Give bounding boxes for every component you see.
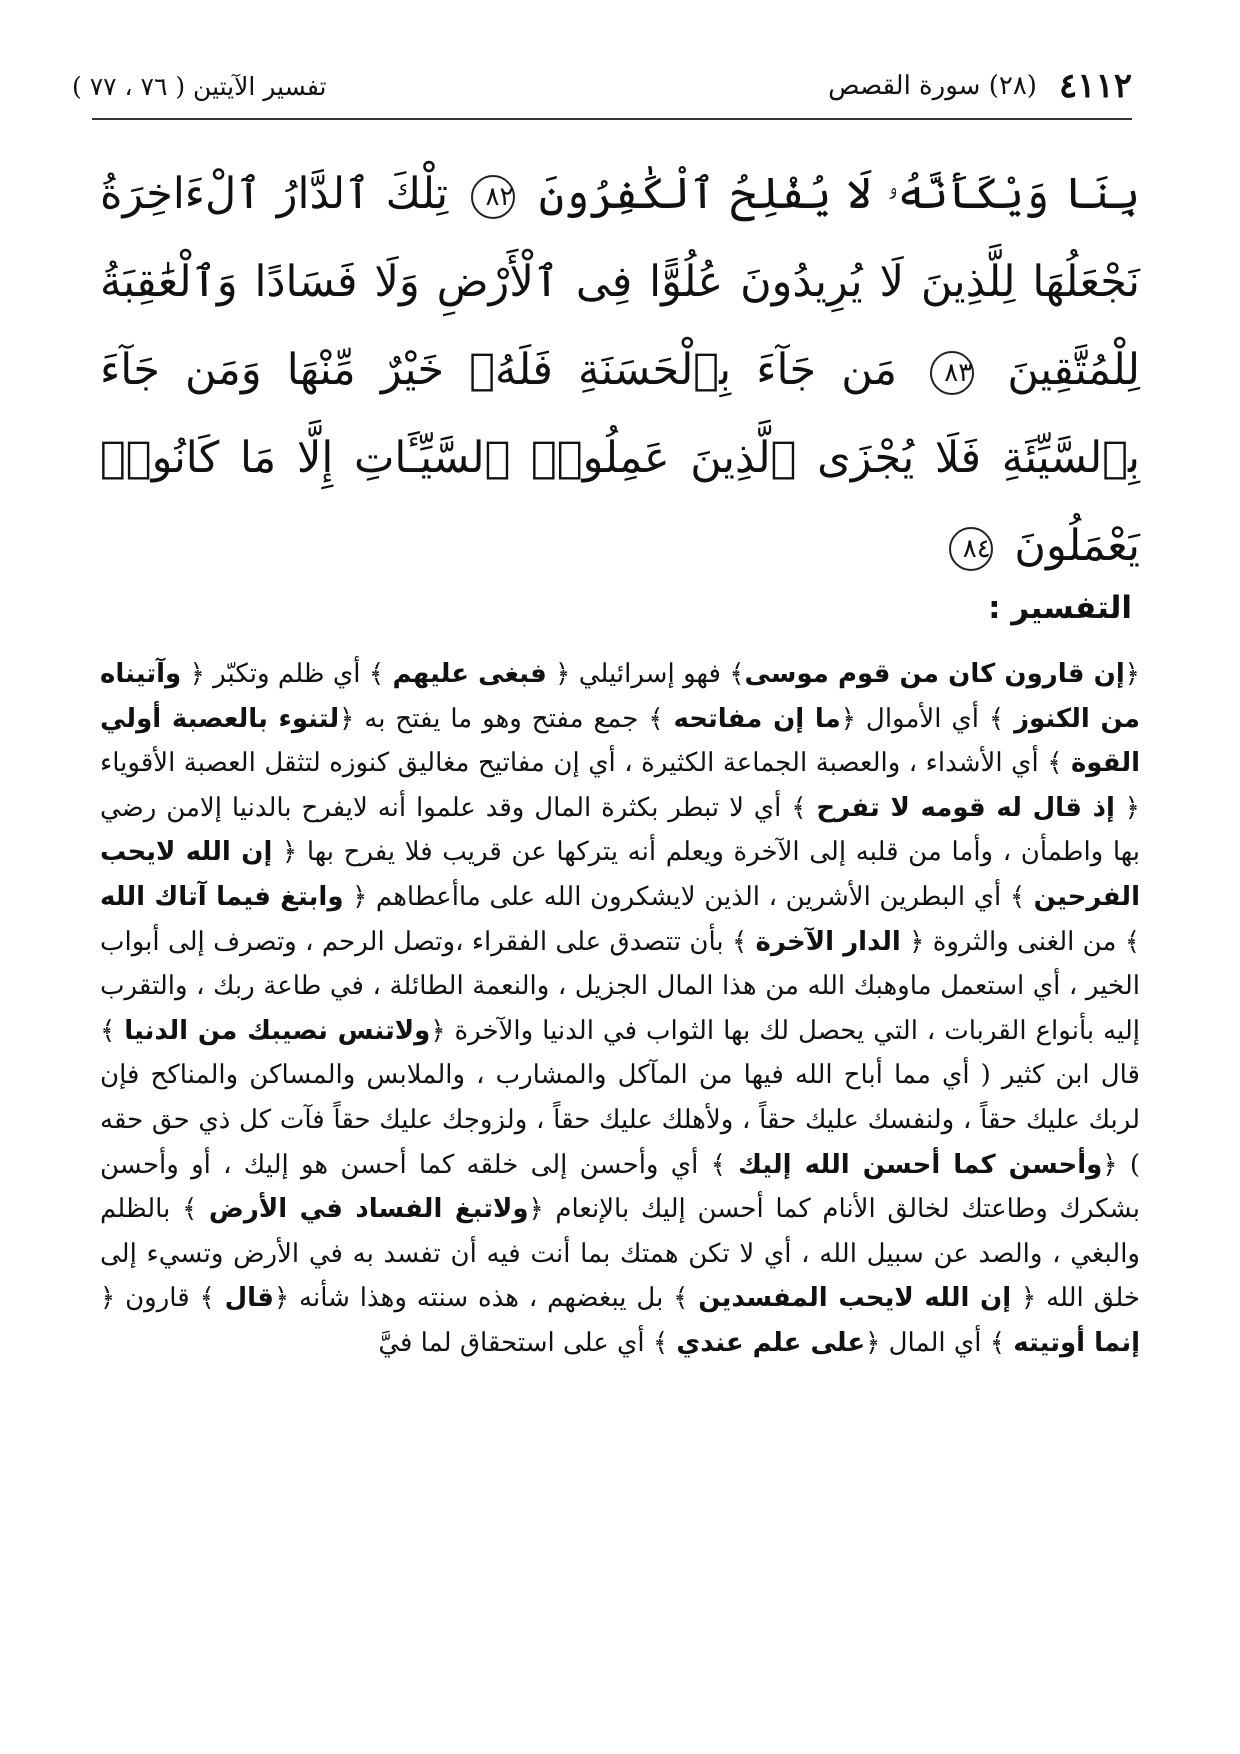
tafsir-text: ﴾ أي على استحقاق لما فيَّ	[378, 1327, 677, 1358]
quoted-verse-phrase: إنما أوتيته	[1013, 1327, 1140, 1358]
tafsir-text: ﴾ أي الأموال ﴿	[840, 703, 1015, 734]
page-number: ٤١١٢	[1058, 66, 1132, 106]
verse-number-marker: ٨٣	[930, 351, 974, 395]
verse-number-marker: ٨٢	[471, 175, 515, 219]
quoted-verse-phrase: إن الله لايحب المفسدين	[698, 1283, 1012, 1314]
tafsir-text: ﴾ أي ظلم وتكبّر ﴿	[181, 659, 393, 689]
tafsir-text: ﴾ بل يبغضهم ، هذه سنته وهذا شأنه ﴿	[273, 1283, 699, 1314]
quoted-verse-phrase: الدار الآخرة	[755, 926, 901, 957]
verse-text: بِنَا وَيْكَأَنَّهُۥ لَا يُفْلِحُ ٱلْكَٰفِرُونَ	[538, 169, 1141, 219]
quoted-verse-phrase: فبغى عليهم	[392, 659, 547, 689]
tafsir-text: ﴾ أي وأحسن إلى خلقه كما أحسن هو إليك ، أو وأحسن بشكرك وطاعتك لخالق الأنام كما أحسن إليك بالإنعام ﴿	[100, 1149, 1141, 1225]
quoted-verse-phrase: ما إن مفاتحه	[673, 703, 841, 734]
tafsir-text: ﴾ قارون ﴿	[100, 1283, 225, 1314]
quoted-verse-phrase: وابتغ فيما آتاك الله	[100, 881, 344, 912]
tafsir-text: ﴾ فهو إسرائيلي ﴿	[546, 659, 745, 689]
verse-text: تِلْكَ ٱلدَّارُ ٱلْءَاخِرَةُ نَجْعَلُهَا لِلَّذِينَ لَا يُرِيدُونَ عُلُوًّا فِى ٱلْأَرْضِ وَلَا فَسَادًا وَٱلْعَٰقِبَةُ لِلْمُتَّقِينَ	[100, 169, 1140, 395]
tafsir-heading: التفسير :	[988, 590, 1132, 626]
quoted-verse-phrase: ولاتبغ الفساد في الأرض	[208, 1194, 529, 1225]
quoted-verse-phrase: وأحسن كما أحسن الله إليك	[738, 1149, 1103, 1180]
section-title: تفسير الآيتين ( ٧٦ ، ٧٧ )	[72, 71, 327, 101]
quoted-verse-phrase: ولاتنس نصيبك من الدنيا	[124, 1015, 431, 1046]
quoted-verse-phrase: لتنوء بالعصبة أولي القوة	[100, 703, 1140, 779]
tafsir-text: ﴾ بأن تتصدق على الفقراء ،وتصل الرحم ، وتصرف إلى أبواب الخير ، أي استعمل ماوهبك الله من هذا المال الجزيل ، والنعمة الطائلة ، في طاعة ربك ، والتقرب إليه بأنواع القربات ، التي يحصل لك بها الثواب في الدنيا والآخرة ﴿	[100, 926, 1141, 1046]
tafsir-text: ﴾ أي الأشداء ، والعصبة الجماعة الكثيرة ، أي إن مفاتيح مغاليق كنوزه لتثقل العصبة الأقوياء ﴿	[100, 748, 1140, 823]
tafsir-text: ﴾ من الغنى والثروة ﴿	[900, 926, 1140, 957]
quoted-verse-phrase: إذ قال له قومه لا تفرح	[816, 792, 1115, 823]
tafsir-text: ﴾ أي البطرين الأشرين ، الذين لايشكرون الله على ماأعطاهم ﴿	[343, 881, 1034, 912]
quoted-verse-phrase: قال	[224, 1283, 274, 1314]
tafsir-text: ﴾ بالظلم والبغي ، والصد عن سبيل الله ، أي لا تكن همتك بما أنت فيه أن تفسد به في الأرض وتسيء إلى خلق الله ﴿	[100, 1194, 1140, 1314]
tafsir-text: ﴾ قال ابن كثير ( أي مما أباح الله فيها من المآكل والمشارب ، والملابس والمساكن والمناكح فإن لربك عليك حقاً ، ولنفسك عليك حقاً ، ولأهلك عليك حقاً ، ولزوجك عليك حقاً فآت كل ذي حق حقه ) ﴿	[100, 1015, 1140, 1180]
quoted-verse-phrase: إن قارون كان من قوم موسى	[744, 659, 1125, 689]
quran-verses	[100, 150, 1140, 590]
tafsir-text: ﴿	[1124, 659, 1141, 689]
tafsir-body	[100, 652, 1140, 1366]
verse-text: مَن جَآءَ بِٱلْحَسَنَةِ فَلَهُۥ خَيْرٌ مِّنْهَا وَمَن جَآءَ بِٱلسَّيِّئَةِ فَلَا يُجْزَى ٱلَّذِينَ عَمِلُوا۟ ٱلسَّيِّـَٔاتِ إِلَّا مَا كَانُوا۟ يَعْمَلُونَ	[100, 345, 1140, 571]
surah-title: (٢٨) سورة القصص	[828, 71, 1037, 101]
tafsir-text: ﴾ أي المال ﴿	[865, 1327, 1014, 1358]
header-divider	[92, 118, 1132, 120]
verse-number-marker: ٨٤	[949, 527, 993, 571]
quoted-verse-phrase: وآتيناه من الكنوز	[100, 659, 1140, 734]
quoted-verse-phrase: على علم عندي	[676, 1327, 866, 1358]
running-header	[72, 58, 1132, 114]
tafsir-text: ﴾ أي لا تبطر بكثرة المال وقد علموا أنه لايفرح بالدنيا إلامن رضي بها واطمأن ، وأما من قلبه إلى الآخرة ويعلم أنه يتركها عن قريب فلا يفرح بها ﴿	[100, 792, 1140, 868]
tafsir-text: ﴾ جمع مفتح وهو ما يفتح به ﴿	[339, 703, 674, 734]
quoted-verse-phrase: إن الله لايحب الفرحين	[100, 837, 1140, 912]
header-right	[828, 66, 1132, 106]
